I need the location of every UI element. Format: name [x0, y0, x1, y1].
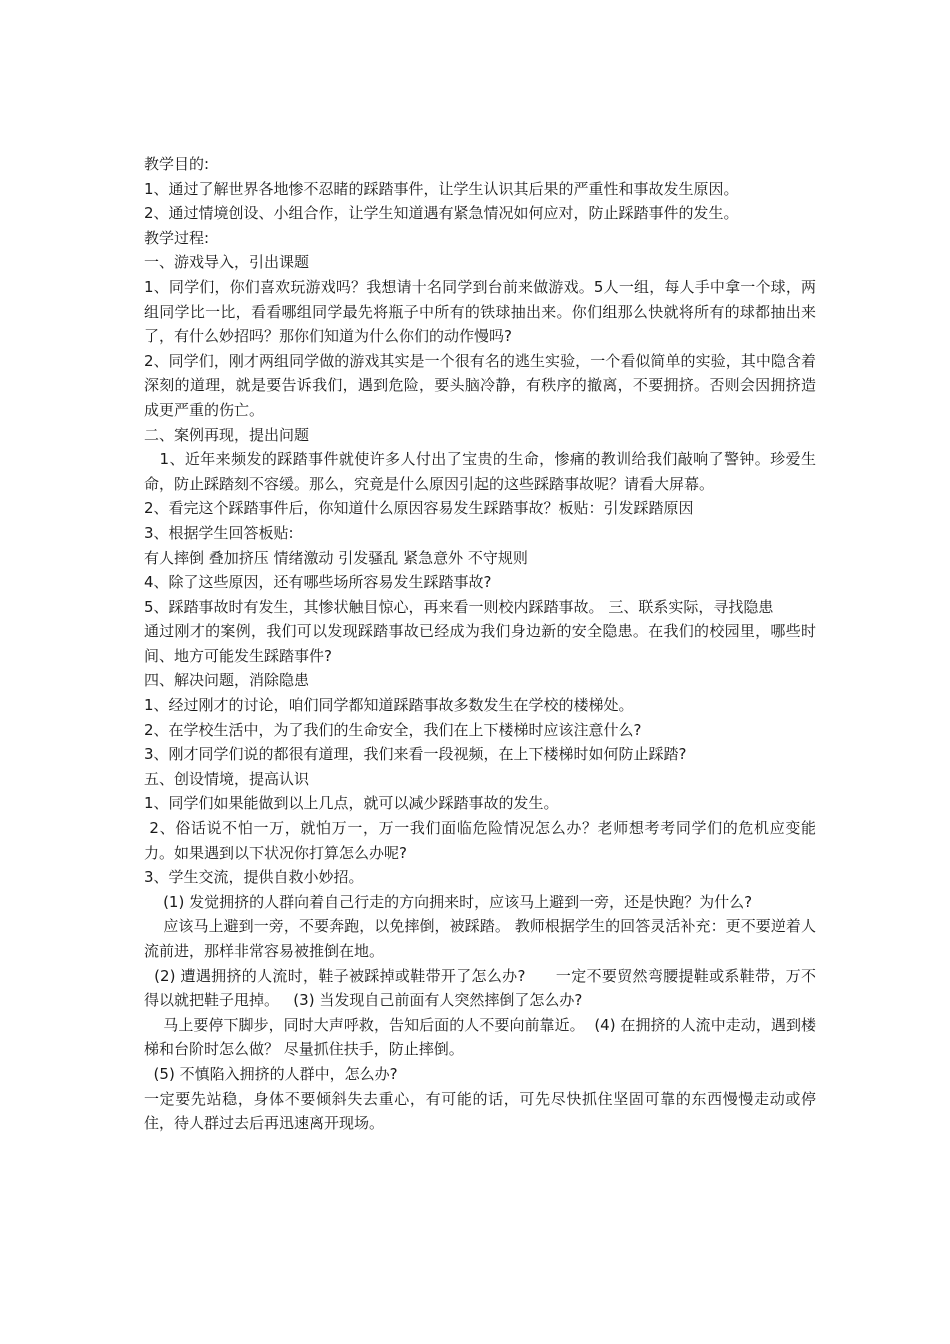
paragraph: (2) 遭遇拥挤的人流时，鞋子被踩掉或鞋带开了怎么办? 一定不要贸然弯腰提鞋或系鞋带，万不得以就把鞋子甩掉。 (3) 当发现自己前面有人突然摔倒了怎么办? [144, 966, 816, 1010]
paragraph: 5、踩踏事故时有发生，其惨状触目惊心，再来看一则校内踩踏事故。 三、联系实际，寻找隐患 [144, 597, 774, 616]
section-heading: 五、创设情境，提高认识 [144, 769, 310, 788]
paragraph: 2、在学校生活中，为了我们的生命安全，我们在上下楼梯时应该注意什么? [144, 720, 642, 739]
section-heading: 四、解决问题，消除隐患 [144, 671, 310, 690]
paragraph: 2、俗话说不怕一万，就怕万一，万一我们面临危险情况怎么办？老师想考考同学们的危机应变能力。如果遇到以下状况你打算怎么办呢? [144, 819, 816, 862]
paragraph: 4、除了这些原因，还有哪些场所容易发生踩踏事故? [144, 573, 492, 592]
paragraph: (1) 发觉拥挤的人群向着自己行走的方向拥来时，应该马上避到一旁，还是快跑？为什么? [144, 892, 753, 911]
paragraph: 2、看完这个踩踏事件后，你知道什么原因容易发生踩踏事故？板贴：引发踩踏原因 [144, 499, 694, 518]
document-body [144, 152, 816, 1136]
section-heading-process: 教学过程: [144, 228, 210, 247]
paragraph: 3、根据学生回答板贴: [144, 523, 294, 542]
paragraph: 1、同学们，你们喜欢玩游戏吗？我想请十名同学到台前来做游戏。5人一组，每人手中拿一个球，两组同学比一比，看看哪组同学最先将瓶子中所有的铁球抽出来。你们组那么快就将所有的球都抽出来了，有什么妙招吗？那你们知道为什么你们的动作慢吗? [144, 277, 816, 346]
paragraph: 马上要停下脚步，同时大声呼救，告知后面的人不要向前靠近。 (4) 在拥挤的人流中走动，遇到楼梯和台阶时怎么做？ 尽量抓住扶手，防止摔倒。 [144, 1015, 816, 1059]
paragraph: 1、近年来频发的踩踏事件就使许多人付出了宝贵的生命，惨痛的教训给我们敲响了警钟。珍爱生命，防止踩踏刻不容缓。那么，究竟是什么原因引起的这些踩踏事故呢？请看大屏幕。 [144, 450, 816, 493]
paragraph: 3、刚才同学们说的都很有道理，我们来看一段视频，在上下楼梯时如何防止踩踏? [144, 745, 687, 764]
paragraph: 一定要先站稳，身体不要倾斜失去重心，有可能的话，可先尽快抓住坚固可靠的东西慢慢走动或停住，待人群过去后再迅速离开现场。 [144, 1089, 816, 1133]
section-heading: 一、游戏导入，引出课题 [144, 253, 310, 272]
section-heading-objectives: 教学目的: [144, 155, 210, 173]
section-heading: 二、案例再现，提出问题 [144, 425, 310, 444]
paragraph: 1、经过刚才的讨论，咱们同学都知道踩踏事故多数发生在学校的楼梯处。 [144, 696, 634, 715]
paragraph: 通过刚才的案例，我们可以发现踩踏事故已经成为我们身边新的安全隐患。在我们的校园里，哪些时间、地方可能发生踩踏事件? [144, 622, 816, 665]
paragraph: 1、通过了解世界各地惨不忍睹的踩踏事件，让学生认识其后果的严重性和事故发生原因。 [144, 179, 739, 198]
paragraph: 3、学生交流，提供自救小妙招。 [144, 868, 364, 887]
paragraph: 2、通过情境创设、小组合作，让学生知道遇有紧急情况如何应对，防止踩踏事件的发生。 [144, 204, 739, 223]
paragraph: 应该马上避到一旁，不要奔跑，以免摔倒，被踩踏。 教师根据学生的回答灵活补充：更不要逆着人流前进，那样非常容易被推倒在地。 [144, 917, 816, 960]
paragraph: 1、同学们如果能做到以上几点，就可以减少踩踏事故的发生。 [144, 794, 559, 813]
paragraph: (5) 不慎陷入拥挤的人群中，怎么办? [144, 1064, 398, 1083]
paragraph: 2、同学们，刚才两组同学做的游戏其实是一个很有名的逃生实验，一个看似简单的实验，其中隐含着深刻的道理，就是要告诉我们，遇到危险，要头脑冷静，有秩序的撤离，不要拥挤。否则会因拥挤造成更严重的伤亡。 [144, 351, 816, 419]
paragraph: 有人摔倒 叠加挤压 情绪激动 引发骚乱 紧急意外 不守规则 [144, 548, 528, 567]
